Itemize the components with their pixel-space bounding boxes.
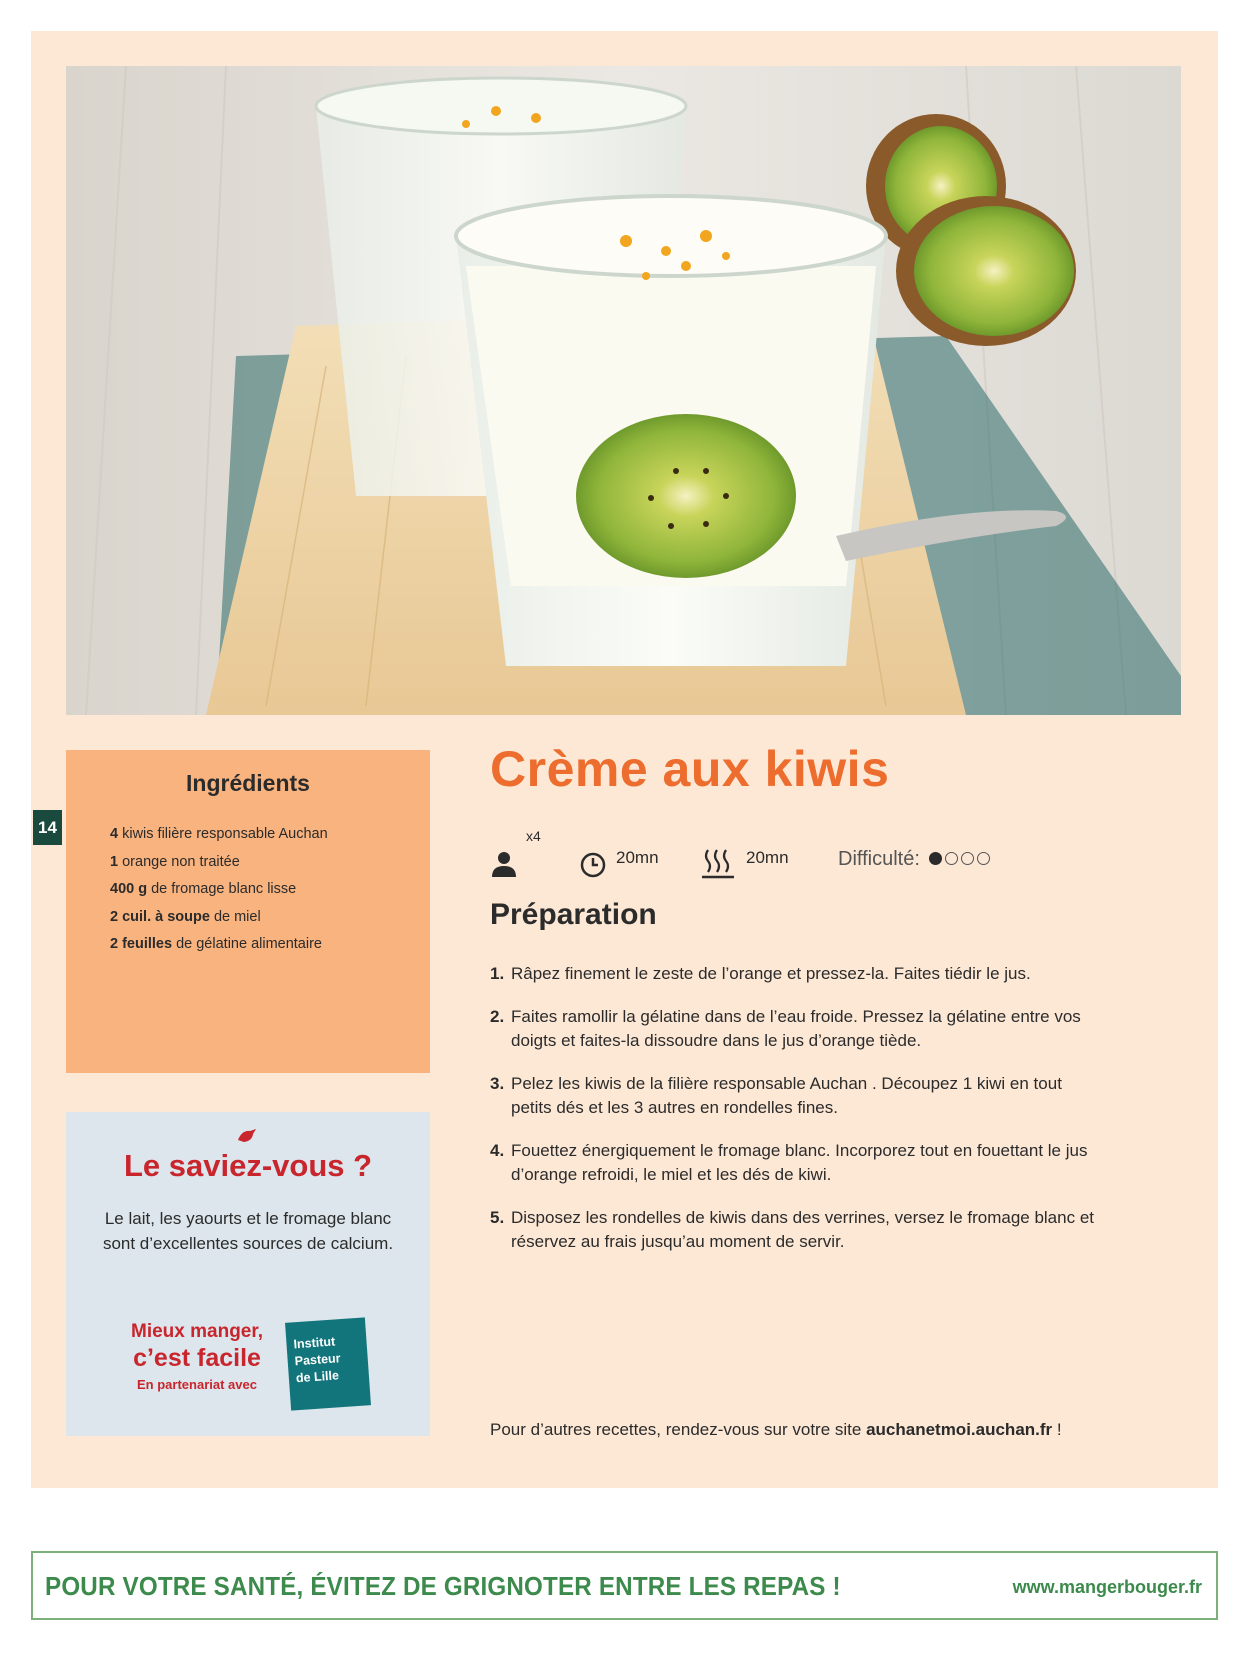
step-number: 1. [490,964,505,983]
step-number: 2. [490,1007,505,1026]
saviez-vous-text: Le lait, les yaourts et le fromage blanc sont d’excellentes sources de calcium. [102,1209,394,1253]
ingredient-item [110,904,430,932]
ingredient-text: kiwis filière responsable Auchan [118,826,328,842]
difficulty-info [838,848,993,908]
step-text: Disposez les rondelles de kiwis dans des verrines, versez le fromage blanc et réservez au frais jusqu’au moment de servir. [511,1208,1094,1251]
institut-pasteur-logo [285,1317,371,1410]
slogan-line3: En partenariat avec [137,1377,257,1392]
saviez-vous-title-text: Le saviez-vous ? [123,1148,373,1183]
ingredient-text: orange non traitée [118,853,240,870]
ingredient-qty: 2 cuil. à soupe [110,908,210,925]
auchan-site-link[interactable]: auchanetmoi.auchan.fr [866,1420,1053,1439]
health-banner [31,1551,1218,1620]
ingredient-item [110,876,430,904]
partner-line2: Pasteur [294,1351,341,1369]
difficulty-dot-empty [961,852,974,865]
ingredient-item [110,849,430,877]
step-number: 3. [490,1074,505,1093]
step-text: Pelez les kiwis de la filière responsable Auchan . Découpez 1 kiwi en tout petits dés et les 3 autres en rondelles fines. [511,1074,1062,1117]
step-item [490,962,1100,986]
ingredient-item [110,931,430,959]
saviez-vous-box [66,1112,430,1436]
slogan-line1: Mieux manger, [131,1321,263,1342]
servings-count: x4 [526,828,541,844]
cooking-heat-icon [700,846,736,880]
step-text: Faites ramollir la gélatine dans de l’eau froide. Pressez la gélatine entre vos doigts et faites-la dissoudre dans le jus d’orange tiède. [511,1007,1081,1050]
step-item [490,1139,1100,1187]
ingredients-box [66,750,430,1073]
note-prefix: Pour d’autres recettes, rendez-vous sur votre site [490,1420,867,1439]
ingredient-item [110,821,430,849]
difficulty-dots [929,848,993,871]
step-number: 4. [490,1141,505,1160]
partner-line3: de Lille [295,1368,340,1386]
step-text: Fouettez énergiquement le fromage blanc. Incorporez tout en fouettant le jus d’orange refroidi, le miel et les dés de kiwi. [511,1141,1088,1184]
prep-time: 20mn [616,848,659,867]
ingredient-text: de gélatine alimentaire [172,936,322,952]
mieux-manger-logo [122,1321,272,1392]
bird-icon [236,1128,258,1144]
step-item [490,1206,1100,1254]
clock-icon [580,852,606,878]
partner-line1: Institut [293,1334,336,1352]
ingredient-text: de miel [209,908,261,925]
step-number: 5. [490,1208,505,1227]
recipe-photo [66,66,1181,715]
preparation-steps [490,962,1100,1273]
ingredient-qty: 4 [110,826,119,842]
more-recipes-note [490,1420,1062,1440]
mangerbouger-link[interactable]: www.mangerbouger.fr [1012,1577,1202,1597]
difficulty-label: Difficulté: [838,848,920,870]
difficulty-dot-filled [929,852,942,865]
note-suffix: ! [1052,1420,1062,1439]
page-number: 14 [33,810,62,845]
saviez-vous-title [66,1148,430,1184]
cook-time: 20mn [746,848,789,867]
ingredient-text: de fromage blanc lisse [147,881,297,897]
step-text: Râpez finement le zeste de l’orange et pressez-la. Faites tiédir le jus. [511,964,1031,983]
ingredient-qty: 1 [110,853,119,870]
recipe-title: Crème aux kiwis [490,741,890,797]
ingredient-qty: 400 g [110,881,148,897]
step-item [490,1072,1100,1120]
person-icon [490,850,518,878]
step-item [490,1005,1100,1053]
health-message: POUR VOTRE SANTÉ, ÉVITEZ DE GRIGNOTER ENTRE LES REPAS ! [45,1571,841,1601]
ingredients-title: Ingrédients [186,770,310,796]
difficulty-dot-empty [977,852,990,865]
preparation-title: Préparation [490,898,657,931]
ingredient-qty: 2 feuilles [110,936,173,952]
difficulty-dot-empty [945,852,958,865]
slogan-line2: c’est facile [133,1344,261,1372]
